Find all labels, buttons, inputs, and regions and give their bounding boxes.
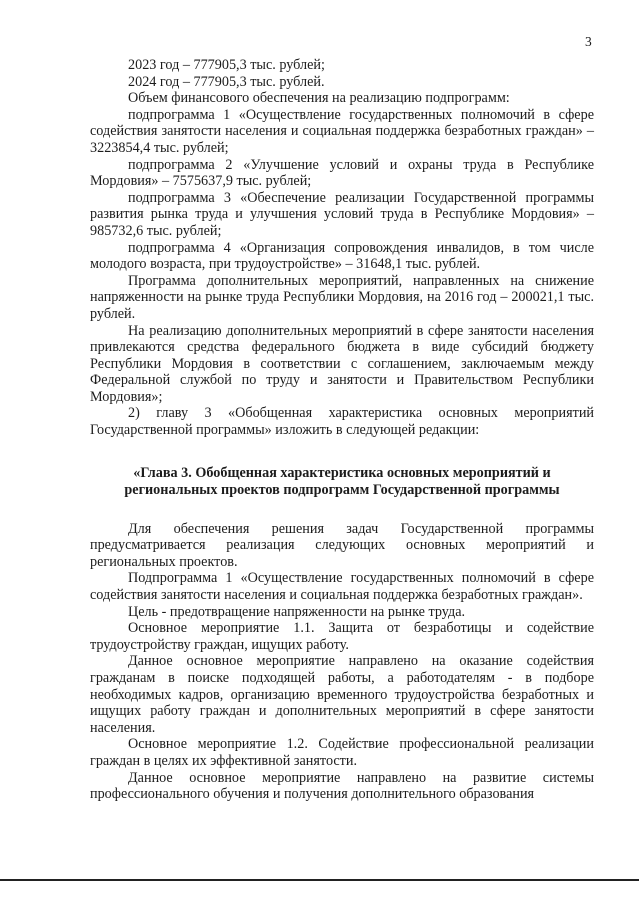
paragraph-measure-1-2: Основное мероприятие 1.2. Содействие профессиональной реализации граждан в целях их эффективной занятости.: [90, 736, 594, 769]
paragraph-subprogram-2-funding: подпрограмма 2 «Улучшение условий и охраны труда в Республике Мордовия» – 7575637,9 тыс. рублей;: [90, 156, 594, 190]
paragraph-subprogram-3-funding: подпрограмма 3 «Обеспечение реализации Государственной программы развития рынка труда и улучшения условий труда в Республике Мордовия» – 985732,6 тыс. рублей;: [90, 189, 594, 239]
paragraph-subprogram-1-funding: подпрограмма 1 «Осуществление государственных полномочий в сфере содействия занятости населения и социальная поддержка безработных граждан» – 3223854,4 тыс. рублей;: [90, 106, 594, 156]
paragraph-measure-1-1: Основное мероприятие 1.1. Защита от безработицы и содействие трудоустройству граждан, ищущих работу.: [90, 620, 594, 653]
document-body: [90, 57, 594, 803]
paragraph-measure-1-1-description: Данное основное мероприятие направлено на оказание содействия гражданам в поиске подходящей работы, а работодателям - в подборе необходимых кадров, организацию временного трудоустройства безработных и ищущих работу граждан и дополнительных мероприятий в сфере занятости населения.: [90, 653, 594, 736]
paragraph-goal: Цель - предотвращение напряженности на рынке труда.: [128, 603, 466, 620]
paragraph-measure-1-2-description: Данное основное мероприятие направлено на развитие системы профессионального обучения и получения дополнительного образования: [90, 769, 594, 803]
paragraph-federal-budget: На реализацию дополнительных мероприятий в сфере занятости населения привлекаются средства федерального бюджета в виде субсидий бюджету Республики Мордовия в соответствии с соглашением, заключаемым между Федеральной службой по труду и занятости и Правительством Республики Мордовия»;: [90, 322, 594, 405]
paragraph-funding-volume: Объем финансового обеспечения на реализацию подпрограмм:: [128, 90, 510, 107]
bottom-scan-edge: [0, 879, 639, 881]
paragraph-subprogram-1-title: Подпрограмма 1 «Осуществление государственных полномочий в сфере содействия занятости населения и социальная поддержка безработных граждан».: [90, 570, 594, 604]
page-number: 3: [585, 34, 592, 49]
paragraph-additional-measures: Программа дополнительных мероприятий, направленных на снижение напряженности на рынке труда Республики Мордовия, на 2016 год – 200021,1 тыс. рублей.: [90, 272, 594, 322]
chapter-3-heading: «Глава 3. Обобщенная характеристика основных мероприятий и региональных проектов подпрограмм Государственной программы: [124, 464, 560, 498]
paragraph-chapter-3-amendment: 2) главу 3 «Обобщенная характеристика основных мероприятий Государственной программы» изложить в следующей редакции:: [90, 405, 594, 439]
paragraph-budget-2023: 2023 год – 777905,3 тыс. рублей;: [128, 57, 325, 73]
paragraph-subprogram-4-funding: подпрограмма 4 «Организация сопровождения инвалидов, в том числе молодого возраста, при трудоустройстве» – 31648,1 тыс. рублей.: [90, 239, 594, 273]
paragraph-budget-2024: 2024 год – 777905,3 тыс. рублей.: [128, 73, 325, 90]
paragraph-main-measures-intro: Для обеспечения решения задач Государственной программы предусматривается реализация следующих основных мероприятий и региональных проектов.: [90, 520, 594, 570]
